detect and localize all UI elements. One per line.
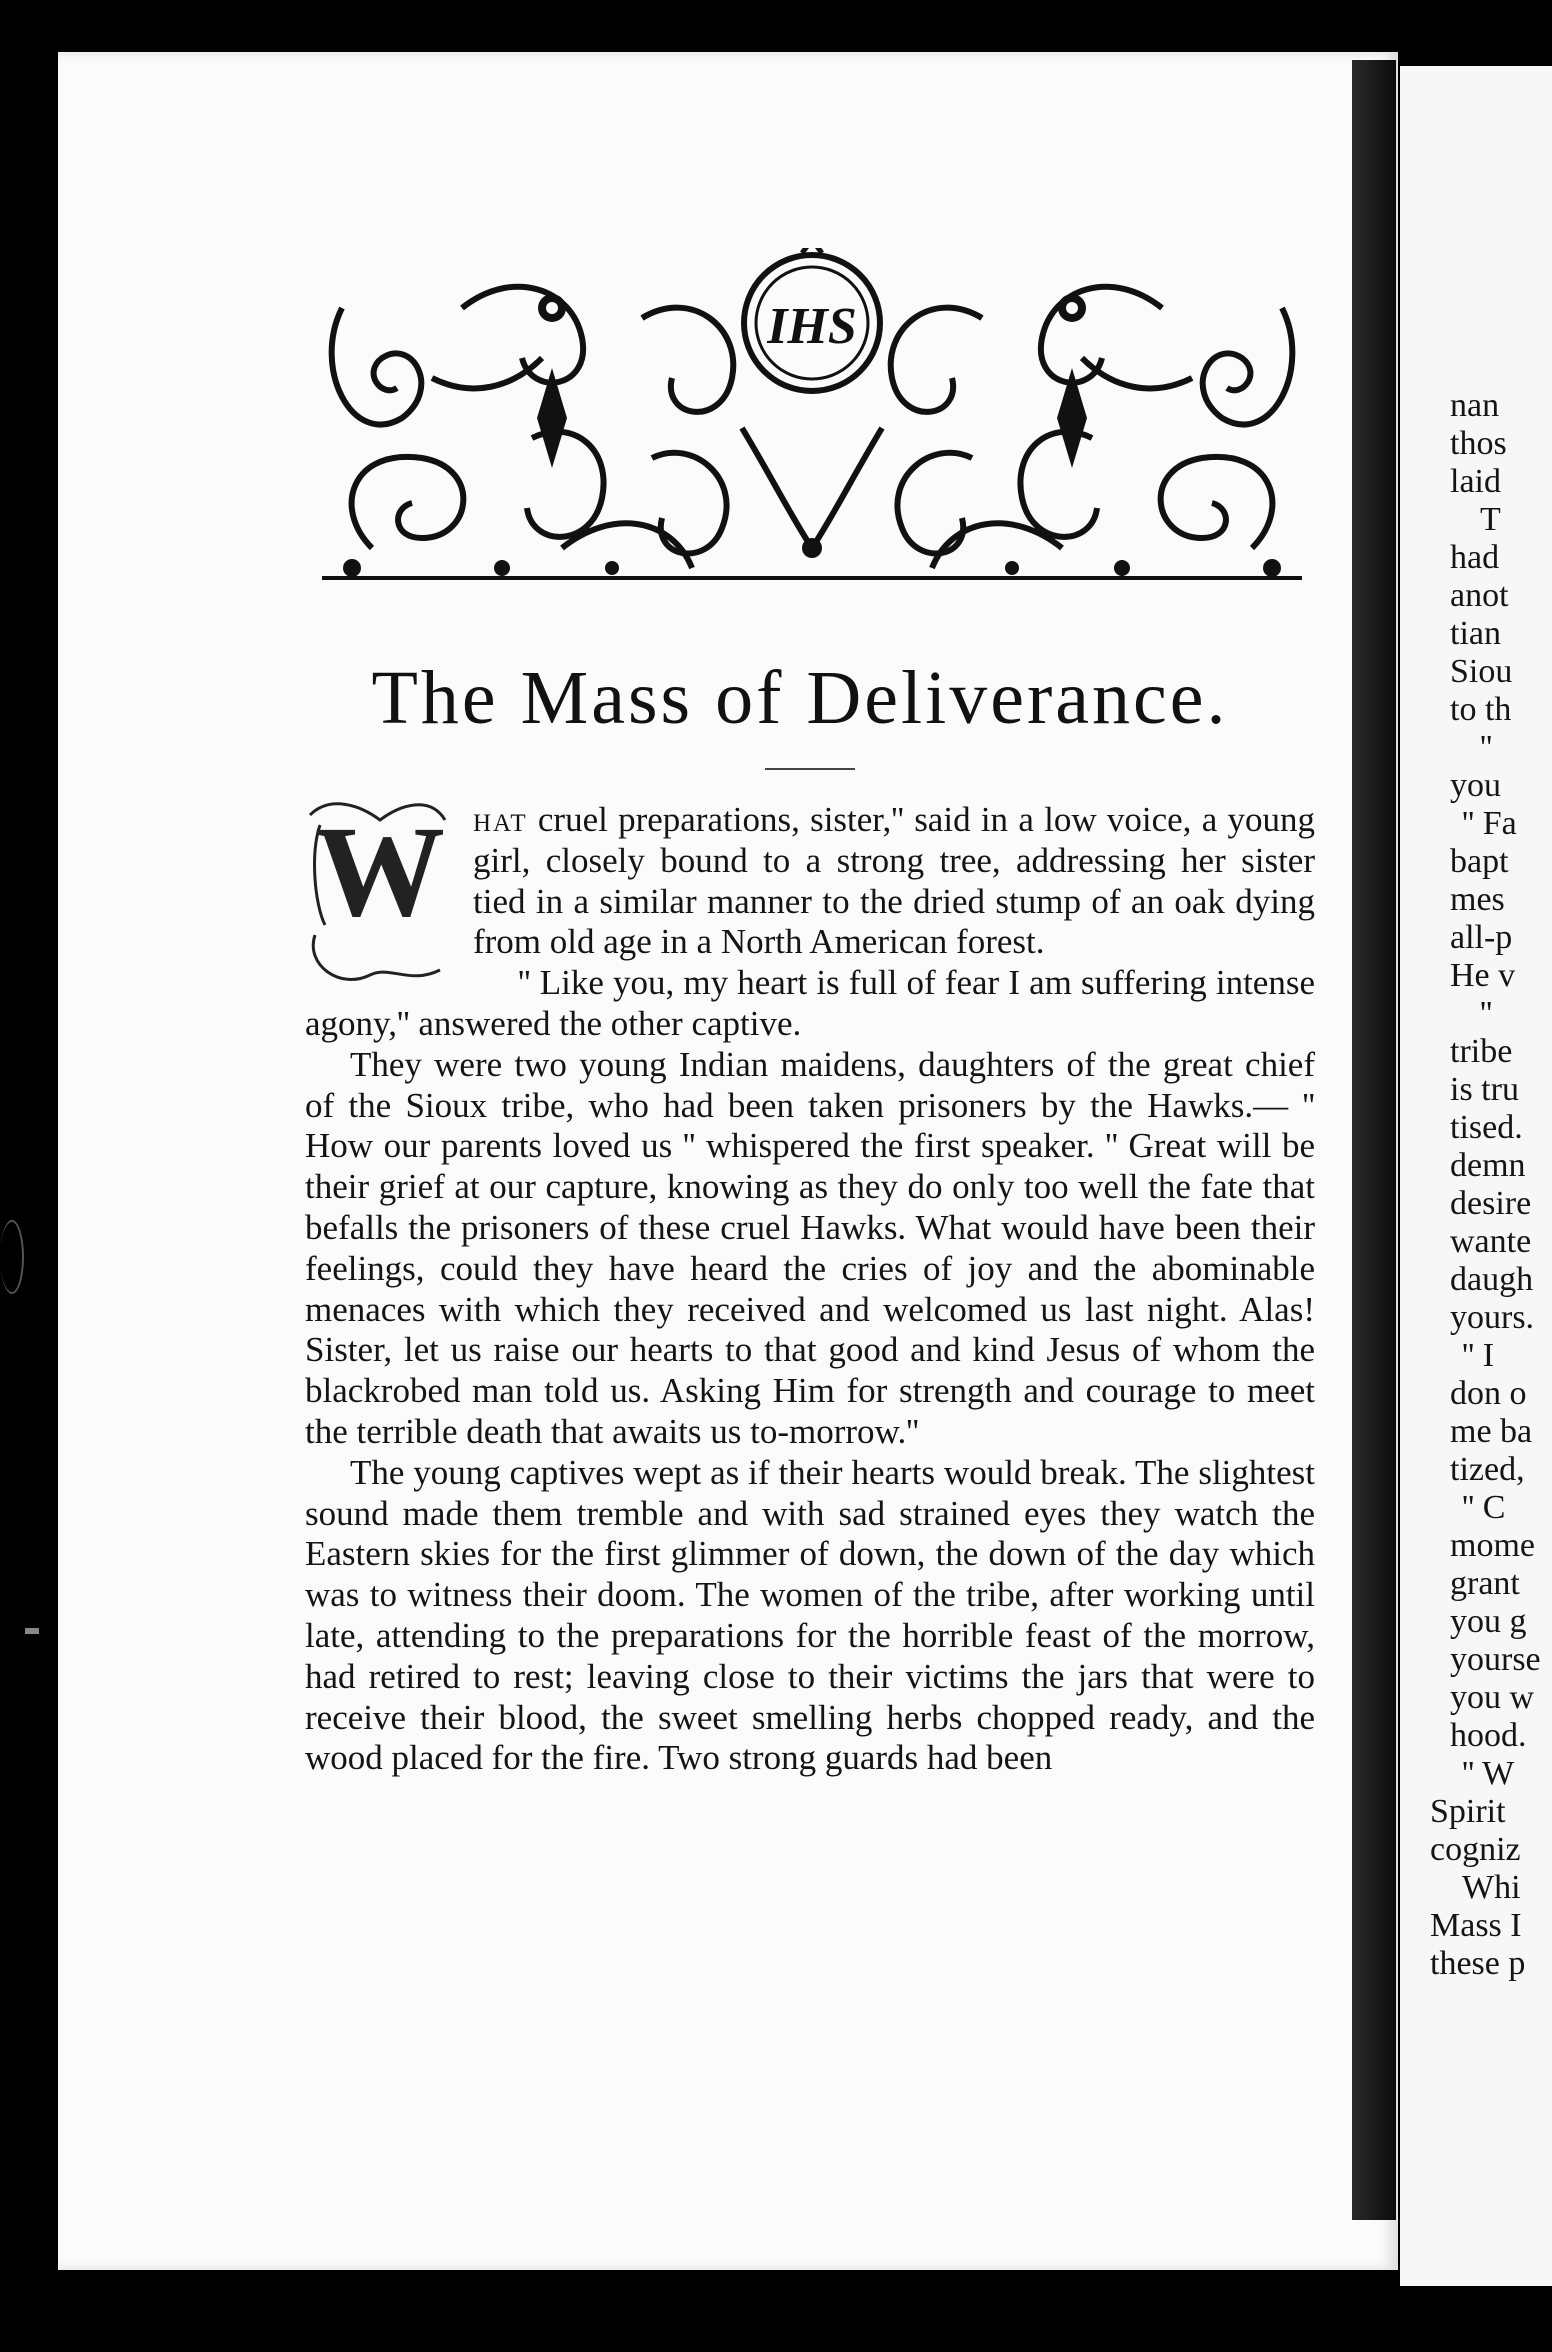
next-page-line: you <box>1450 767 1501 804</box>
article-body <box>305 800 1315 1779</box>
next-page-line: yourse <box>1450 1641 1541 1678</box>
next-page-line: Whi <box>1462 1869 1521 1906</box>
paragraph-3: They were two young Indian maidens, daughters of the great chief of the Sioux tribe, who had been taken prisoners by the Hawks.— '' How our parents loved us '' whispered the first speaker. '' Great will be their grief at our capture, knowing as they do only too well the fate that befalls the prisoners of these cruel Hawks. What would have been their feelings, could they have heard the cries of joy and the abominable menaces with which they received and welcomed us last night. Alas! Sister, let us raise our hearts to that good and kind Jesus of whom the blackrobed man told us. Asking Him for strength and courage to meet the terrible death that awaits us to-morrow.'' <box>305 1044 1315 1451</box>
next-page-line: grant <box>1450 1565 1520 1602</box>
next-page-line: Spirit <box>1430 1793 1506 1830</box>
next-page-line: mes <box>1450 881 1505 918</box>
next-page-line: is tru <box>1450 1071 1519 1108</box>
next-page-line: '' C <box>1462 1489 1506 1526</box>
next-page-line: tised. <box>1450 1109 1523 1146</box>
book-page-right <box>1400 66 1552 2286</box>
next-page-line: bapt <box>1450 843 1509 880</box>
next-page-line: yours. <box>1450 1299 1535 1336</box>
next-page-line: anot <box>1450 577 1509 614</box>
next-page-line: '' <box>1480 729 1493 766</box>
next-page-line: hood. <box>1450 1717 1527 1754</box>
next-page-line: had <box>1450 539 1500 576</box>
next-page-line: don o <box>1450 1375 1527 1412</box>
scan-artifact-mark <box>25 1628 39 1634</box>
next-page-line: me ba <box>1450 1413 1533 1450</box>
next-page-line: tian <box>1450 615 1501 652</box>
next-page-line: mome <box>1450 1527 1535 1564</box>
paragraph-1: hat cruel preparations, sister,'' said in a low voice, a young girl, closely bound to a strong tree, addressing her sister tied in a similar manner to the dried stump of an oak dying from old age in a North American forest. <box>473 800 1315 962</box>
paragraph-2: '' Like you, my heart is full of fear I am suffering intense agony,'' answered the other captive. <box>305 963 1315 1043</box>
next-page-line: cogniz <box>1430 1831 1521 1868</box>
ornamental-headpiece <box>312 248 1312 588</box>
next-page-line: '' <box>1480 995 1493 1032</box>
book-gutter <box>1352 60 1396 2220</box>
paragraph-4: The young captives wept as if their hearts would break. The slightest sound made them tremble and with sad strained eyes they watch the Eastern skies for the first glimmer of down, the down of the day which was to witness their doom. The women of the tribe, after working until late, attending to the preparations for the horrible feast of the morrow, had retired to rest; leaving close to their victims the jars that were to receive their blood, the sweet smelling herbs chopped ready, and the wood placed for the fire. Two strong guards had been <box>305 1452 1315 1778</box>
ihs-monogram: IHS <box>767 298 857 355</box>
next-page-line: tized, <box>1450 1451 1525 1488</box>
next-page-line: tribe <box>1450 1033 1513 1070</box>
page-title: The Mass of Deliverance. <box>371 656 1229 740</box>
next-page-line: laid <box>1450 463 1501 500</box>
next-page-line: desire <box>1450 1185 1532 1222</box>
scan-background-left <box>0 0 58 2352</box>
next-page-line: to th <box>1450 691 1512 728</box>
next-page-line: '' W <box>1462 1755 1515 1792</box>
title-divider <box>765 768 855 770</box>
svg-text:W: W <box>315 800 445 944</box>
next-page-line: you g <box>1450 1603 1527 1640</box>
scan-artifact <box>0 1220 24 1294</box>
next-page-line: He v <box>1450 957 1516 994</box>
next-page-line: daugh <box>1450 1261 1534 1298</box>
next-page-line: thos <box>1450 425 1507 462</box>
next-page-line: '' Fa <box>1462 805 1517 842</box>
next-page-line: '' I <box>1462 1337 1495 1374</box>
next-page-line: all-p <box>1450 919 1513 956</box>
next-page-line: you w <box>1450 1679 1535 1716</box>
next-page-line: these p <box>1430 1945 1526 1982</box>
next-page-line: Siou <box>1450 653 1513 690</box>
next-page-line: Mass I <box>1430 1907 1522 1944</box>
next-page-line: T <box>1480 501 1501 538</box>
next-page-line: nan <box>1450 387 1500 424</box>
next-page-line: demn <box>1450 1147 1526 1184</box>
next-page-line: wante <box>1450 1223 1532 1260</box>
